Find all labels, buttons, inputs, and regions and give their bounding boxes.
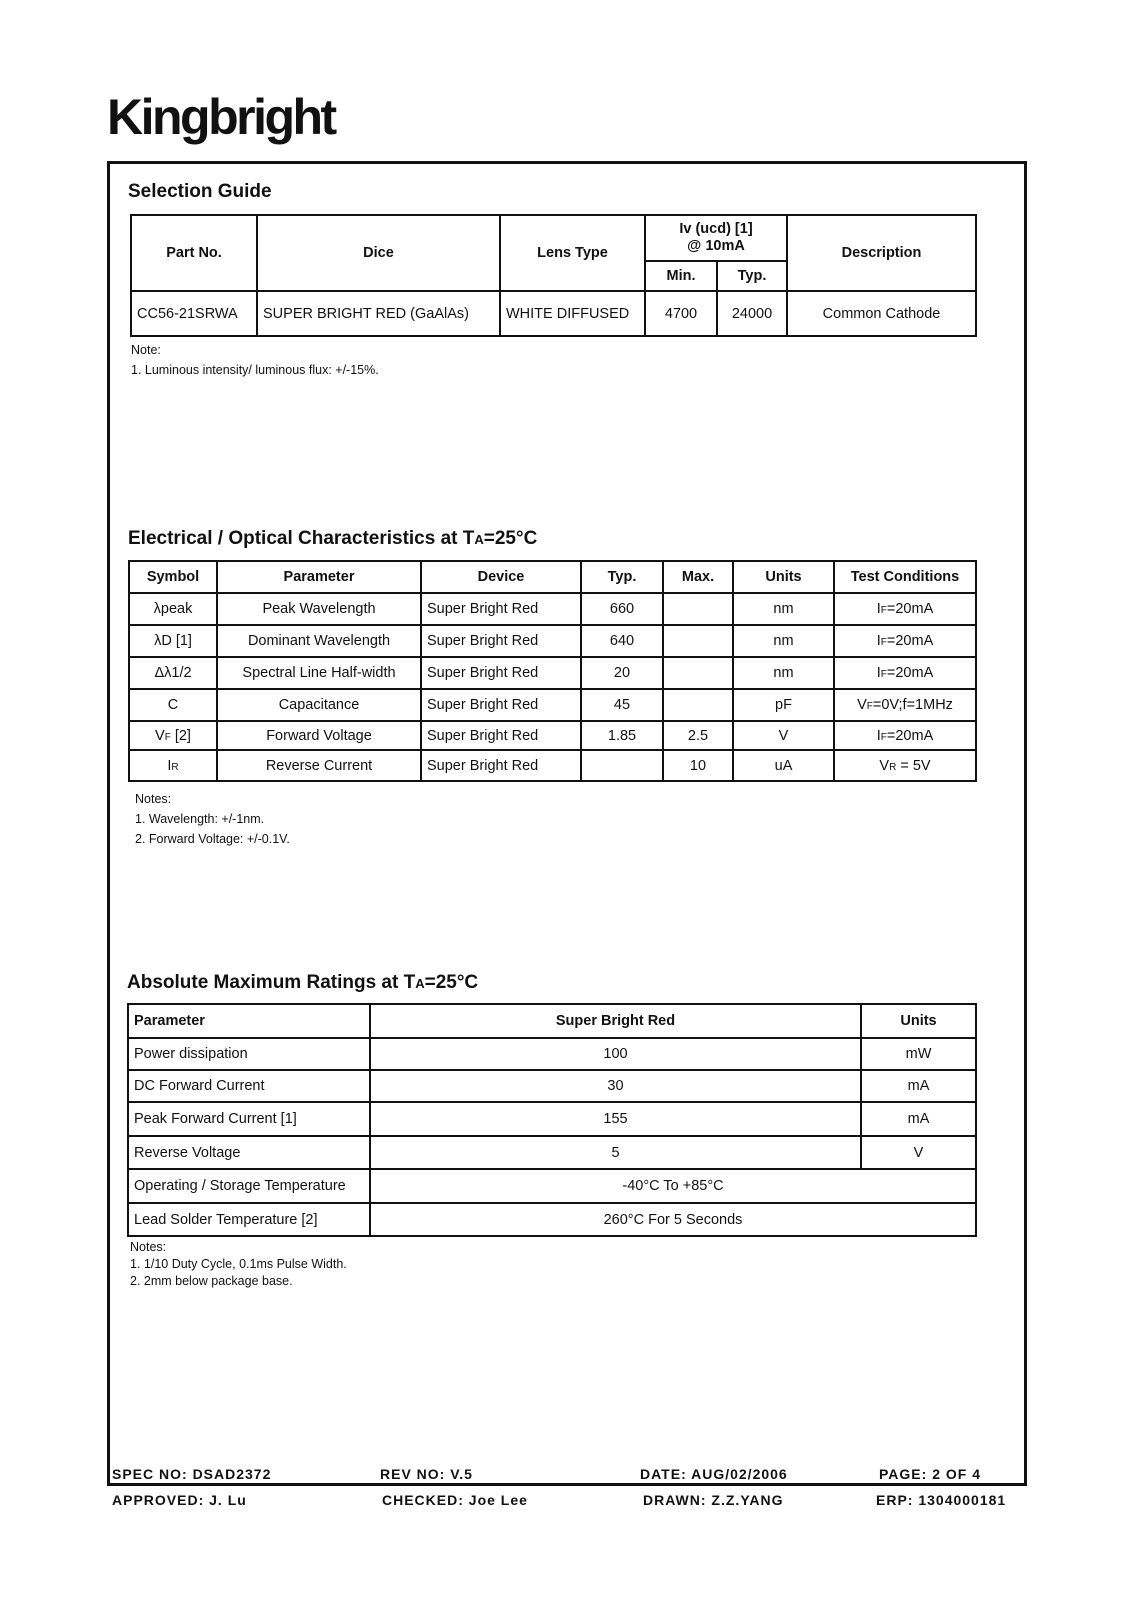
cond-sub: F — [880, 669, 887, 680]
cond-rest: =20mA — [886, 601, 934, 617]
absolute-ratings-notes — [130, 1239, 347, 1290]
kingbright-logo: Kingbright — [107, 89, 335, 145]
header-units: Units — [733, 561, 834, 593]
cell-device: Super Bright Red — [421, 593, 581, 625]
cell-device: Super Bright Red — [421, 689, 581, 721]
cell-device: Super Bright Red — [421, 721, 581, 750]
note-line: 2. Forward Voltage: +/-0.1V. — [135, 832, 290, 846]
table-row — [128, 1203, 976, 1236]
electrical-table — [128, 560, 977, 782]
cell-units: mA — [861, 1070, 976, 1102]
table-row — [129, 721, 976, 750]
note-line: Notes: — [135, 792, 172, 806]
note-line: Note: — [131, 343, 161, 357]
cell-condition — [834, 625, 976, 657]
header-iv — [645, 215, 787, 261]
footer-rev-no: REV NO: V.5 — [380, 1466, 473, 1482]
header-typ: Typ. — [581, 561, 663, 593]
cell-max: 2.5 — [663, 721, 733, 750]
table-row — [131, 291, 976, 336]
selection-guide-title: Selection Guide — [128, 181, 272, 202]
cond-main: V — [879, 757, 890, 774]
cell-min: 4700 — [645, 291, 717, 336]
cell-max: 10 — [663, 750, 733, 781]
table-row — [128, 1169, 976, 1203]
absolute-title-text: Absolute Maximum Ratings at T — [127, 972, 416, 993]
cell-units: mW — [861, 1038, 976, 1070]
cell-parameter: Reverse Voltage — [128, 1136, 370, 1169]
selection-guide-notes — [131, 340, 379, 380]
cell-units: nm — [733, 593, 834, 625]
cell-typ: 640 — [581, 625, 663, 657]
cell-symbol: C — [129, 689, 217, 721]
cell-max — [663, 689, 733, 721]
cell-parameter: Peak Wavelength — [217, 593, 421, 625]
cond-sub: F — [866, 701, 873, 712]
table-row — [128, 1102, 976, 1136]
cell-parameter: Peak Forward Current [1] — [128, 1102, 370, 1136]
header-lens-type: Lens Type — [500, 215, 645, 291]
cell-dice: SUPER BRIGHT RED (GaAlAs) — [257, 291, 500, 336]
header-parameter: Parameter — [128, 1004, 370, 1038]
cell-symbol: Δλ1/2 — [129, 657, 217, 689]
selection-guide-table — [130, 214, 977, 337]
cond-sub: F — [880, 731, 887, 743]
cell-units: mA — [861, 1102, 976, 1136]
cond-rest: =20mA — [886, 665, 934, 681]
table-row — [128, 1070, 976, 1102]
footer-date: DATE: AUG/02/2006 — [640, 1466, 788, 1482]
header-device: Device — [421, 561, 581, 593]
cell-lens-type: WHITE DIFFUSED — [500, 291, 645, 336]
cell-value: 5 — [370, 1136, 861, 1169]
cell-units: pF — [733, 689, 834, 721]
cond-sub: F — [880, 637, 887, 648]
header-symbol: Symbol — [129, 561, 217, 593]
footer-drawn: DRAWN: Z.Z.YANG — [643, 1492, 784, 1508]
absolute-ratings-title — [127, 972, 478, 994]
note-line: 1. Wavelength: +/-1nm. — [135, 812, 265, 826]
cell-typ — [581, 750, 663, 781]
cell-description: Common Cathode — [787, 291, 976, 336]
footer-checked: CHECKED: Joe Lee — [382, 1492, 528, 1508]
note-line: 1. 1/10 Duty Cycle, 0.1ms Pulse Width. — [130, 1257, 347, 1271]
absolute-title-sub: A — [415, 976, 425, 991]
cell-value: 155 — [370, 1102, 861, 1136]
electrical-notes — [135, 789, 290, 849]
cell-symbol: λD [1] — [129, 625, 217, 657]
cell-parameter: Capacitance — [217, 689, 421, 721]
cell-units: uA — [733, 750, 834, 781]
absolute-ratings-table — [127, 1003, 977, 1237]
table-row — [128, 1136, 976, 1169]
cell-condition — [834, 657, 976, 689]
cond-rest: =0V;f=1MHz — [872, 697, 953, 713]
footer-erp: ERP: 1304000181 — [876, 1492, 1007, 1508]
cond-main: I — [876, 727, 881, 744]
electrical-title-temp: =25°C — [483, 528, 538, 549]
header-max: Max. — [663, 561, 733, 593]
cell-parameter: DC Forward Current — [128, 1070, 370, 1102]
cell-symbol — [129, 721, 217, 750]
cell-units: V — [861, 1136, 976, 1169]
cond-main: I — [876, 633, 881, 649]
table-row — [129, 750, 976, 781]
symbol-rest: [2] — [170, 727, 191, 744]
cell-parameter: Reverse Current — [217, 750, 421, 781]
cell-parameter: Power dissipation — [128, 1038, 370, 1070]
cell-max — [663, 593, 733, 625]
cell-condition — [834, 593, 976, 625]
cell-parameter: Dominant Wavelength — [217, 625, 421, 657]
table-row — [129, 657, 976, 689]
header-iv-line1: Iv (ucd) [1] — [679, 221, 753, 237]
cond-rest: =20mA — [886, 633, 934, 649]
header-parameter: Parameter — [217, 561, 421, 593]
cell-symbol: λpeak — [129, 593, 217, 625]
header-typ: Typ. — [717, 261, 787, 291]
cell-parameter: Lead Solder Temperature [2] — [128, 1203, 370, 1236]
cell-device: Super Bright Red — [421, 750, 581, 781]
cond-rest: =20mA — [886, 727, 934, 744]
electrical-title — [128, 528, 537, 550]
cond-sub: R — [889, 761, 897, 773]
symbol-sub: F — [164, 731, 171, 743]
footer-page: PAGE: 2 OF 4 — [879, 1466, 981, 1482]
cell-value: -40°C To +85°C — [370, 1169, 976, 1203]
table-row — [128, 1038, 976, 1070]
electrical-title-sub: A — [474, 532, 484, 547]
cond-main: I — [876, 665, 881, 681]
cell-max — [663, 657, 733, 689]
absolute-title-temp: =25°C — [424, 972, 479, 993]
note-line: Notes: — [130, 1240, 167, 1254]
header-dice: Dice — [257, 215, 500, 291]
cell-units: nm — [733, 625, 834, 657]
header-super-bright-red: Super Bright Red — [370, 1004, 861, 1038]
cell-condition — [834, 689, 976, 721]
cell-units: V — [733, 721, 834, 750]
header-part-no: Part No. — [131, 215, 257, 291]
note-line: 2. 2mm below package base. — [130, 1274, 293, 1288]
header-description: Description — [787, 215, 976, 291]
cell-part-no: CC56-21SRWA — [131, 291, 257, 336]
cell-parameter: Forward Voltage — [217, 721, 421, 750]
symbol-sub: R — [171, 761, 179, 773]
cond-sub: F — [880, 605, 887, 616]
cell-device: Super Bright Red — [421, 625, 581, 657]
cell-symbol — [129, 750, 217, 781]
note-line: 1. Luminous intensity/ luminous flux: +/-15%. — [131, 363, 379, 377]
table-row — [129, 593, 976, 625]
cell-units: nm — [733, 657, 834, 689]
symbol-main: V — [155, 727, 165, 744]
cell-value: 30 — [370, 1070, 861, 1102]
cond-main: V — [857, 697, 867, 713]
cell-typ: 1.85 — [581, 721, 663, 750]
table-row — [129, 689, 976, 721]
cond-main: I — [876, 601, 881, 617]
cell-typ: 20 — [581, 657, 663, 689]
cell-device: Super Bright Red — [421, 657, 581, 689]
cell-parameter: Operating / Storage Temperature — [128, 1169, 370, 1203]
cell-parameter: Spectral Line Half-width — [217, 657, 421, 689]
cell-typ: 45 — [581, 689, 663, 721]
header-units: Units — [861, 1004, 976, 1038]
header-min: Min. — [645, 261, 717, 291]
footer-spec-no: SPEC NO: DSAD2372 — [112, 1466, 272, 1482]
cell-value: 100 — [370, 1038, 861, 1070]
header-iv-line2: @ 10mA — [687, 238, 745, 254]
cell-condition — [834, 721, 976, 750]
cell-condition — [834, 750, 976, 781]
cell-typ: 24000 — [717, 291, 787, 336]
electrical-title-text: Electrical / Optical Characteristics at T — [128, 528, 475, 549]
cond-rest: = 5V — [896, 757, 931, 774]
cell-value: 260°C For 5 Seconds — [370, 1203, 976, 1236]
symbol-main: I — [167, 757, 172, 774]
cell-typ: 660 — [581, 593, 663, 625]
cell-max — [663, 625, 733, 657]
table-row — [129, 625, 976, 657]
footer-approved: APPROVED: J. Lu — [112, 1492, 247, 1508]
header-test-conditions: Test Conditions — [834, 561, 976, 593]
